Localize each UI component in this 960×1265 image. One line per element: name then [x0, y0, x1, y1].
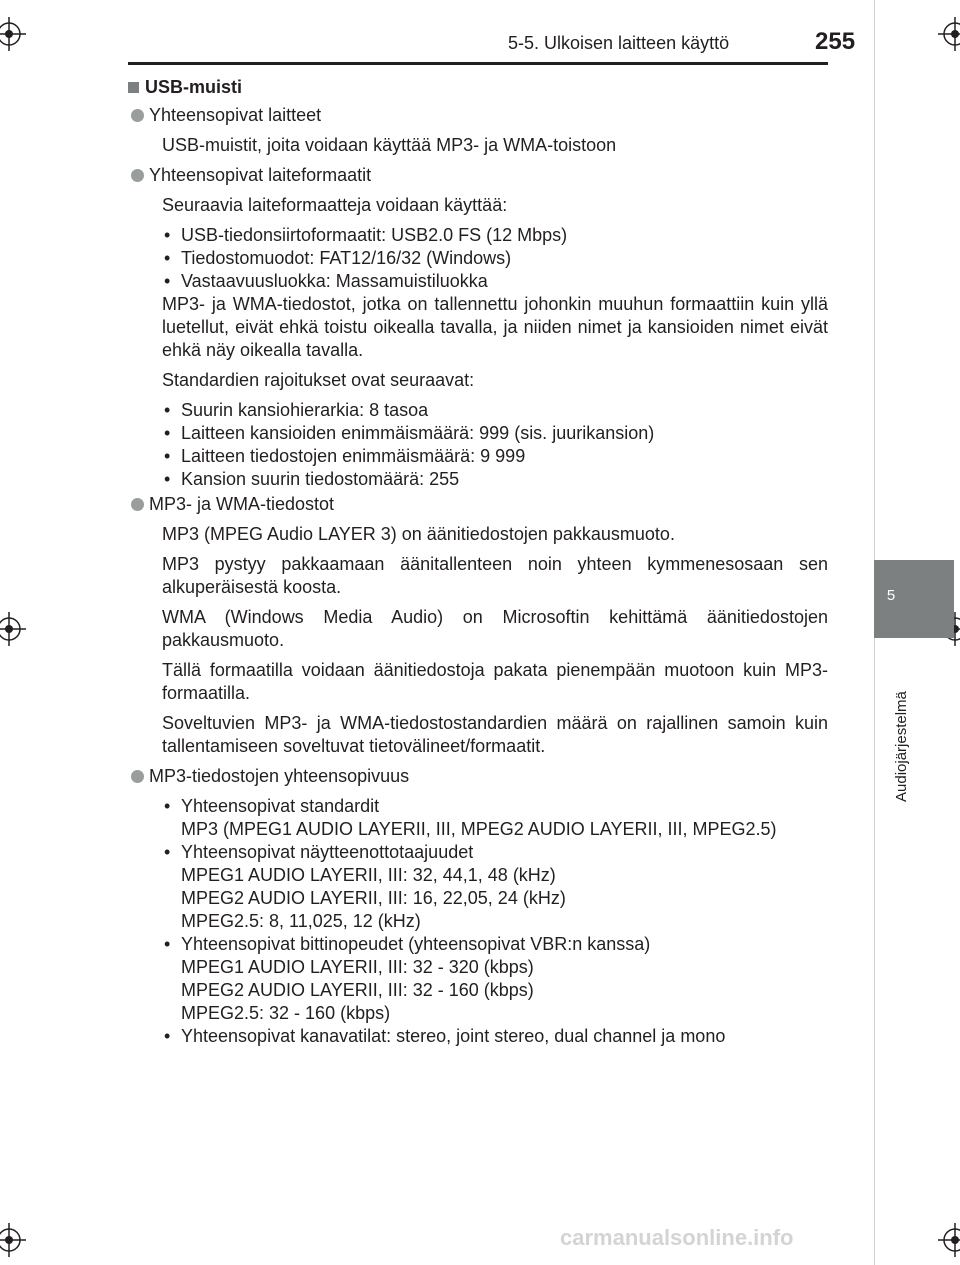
list-item: • Laitteen tiedostojen enimmäismäärä: 9 999	[164, 446, 526, 466]
subheading-mp3-wma-files	[131, 493, 828, 516]
paragraph: MP3 (MPEG Audio LAYER 3) on äänitiedostojen pakkausmuoto.	[162, 524, 675, 544]
circle-bullet-icon	[131, 498, 144, 511]
chapter-label-text: Audiojärjestelmä	[893, 691, 910, 802]
limits-list	[162, 399, 828, 491]
registration-mark-top-left	[0, 17, 26, 51]
format-list	[162, 224, 828, 293]
subheading-compatible-formats	[131, 164, 828, 187]
list-item-text: Suurin kansiohierarkia: 8 tasoa	[181, 400, 429, 420]
list-item-detail: MPEG1 AUDIO LAYERII, III: 32, 44,1, 48 (kHz)	[181, 865, 556, 885]
list-item: • Laitteen kansioiden enimmäismäärä: 999 (sis. juurikansion)	[164, 423, 655, 443]
list-item-text: Yhteensopivat kanavatilat: stereo, joint stereo, dual channel ja mono	[181, 1026, 726, 1046]
paragraph: Tällä formaatilla voidaan äänitiedostoja pakata pienempään muotoon kuin MP3-formaatilla.	[162, 660, 828, 703]
chapter-number: 5	[886, 587, 896, 604]
paragraph: WMA (Windows Media Audio) on Microsoftin kehittämä äänitiedostojen pakkausmuoto.	[162, 607, 828, 650]
section-heading	[128, 76, 828, 99]
watermark: carmanualsonline.info	[560, 1225, 794, 1250]
list-item-text: Vastaavuusluokka: Massamuistiluokka	[181, 271, 488, 291]
circle-bullet-icon	[131, 770, 144, 783]
square-bullet-icon	[128, 82, 139, 93]
paragraph-note: MP3- ja WMA-tiedostot, jotka on tallennettu johonkin muuhun formaattiin kuin yllä luetellut, eivät ehkä toistu oikealla tavalla, ja niiden nimet ja kansioiden nimet eivät ehkä näy oikealla tavalla.	[162, 294, 828, 360]
registration-mark-bottom-right	[938, 1223, 960, 1257]
header-divider	[128, 62, 828, 65]
list-item: • USB-tiedonsiirtoformaatit: USB2.0 FS (12 Mbps)	[164, 225, 568, 245]
list-item-text: Yhteensopivat näytteenottotaajuudet	[181, 842, 474, 862]
list-item: • Yhteensopivat standardit	[164, 796, 380, 816]
section-title: 5-5. Ulkoisen laitteen käyttö	[508, 33, 730, 53]
paragraph: USB-muistit, joita voidaan käyttää MP3- ja WMA-toistoon	[162, 135, 617, 155]
compatibility-list	[162, 795, 828, 1048]
registration-mark-top-right	[938, 17, 960, 51]
list-item: • Yhteensopivat näytteenottotaajuudet	[164, 842, 474, 862]
subheading-text: MP3- ja WMA-tiedostot	[149, 494, 335, 514]
subheading-text: MP3-tiedostojen yhteensopivuus	[149, 766, 410, 786]
list-item: • Yhteensopivat kanavatilat: stereo, joint stereo, dual channel ja mono	[164, 1026, 726, 1046]
subheading-compatible-devices	[131, 104, 828, 127]
list-item-text: Yhteensopivat standardit	[181, 796, 380, 816]
list-item-detail: MPEG2 AUDIO LAYERII, III: 32 - 160 (kbps)	[181, 980, 534, 1000]
list-item-detail: MPEG2 AUDIO LAYERII, III: 16, 22,05, 24 (kHz)	[181, 888, 566, 908]
registration-mark-bottom-left	[0, 1223, 26, 1257]
list-item-text: Kansion suurin tiedostomäärä: 255	[181, 469, 460, 489]
list-item-text: Laitteen kansioiden enimmäismäärä: 999 (sis. juurikansion)	[181, 423, 655, 443]
list-item-text: USB-tiedonsiirtoformaatit: USB2.0 FS (12 Mbps)	[181, 225, 568, 245]
paragraph: Seuraavia laiteformaatteja voidaan käyttää:	[162, 195, 508, 215]
subheading-text: Yhteensopivat laitteet	[149, 105, 322, 125]
chapter-tab	[874, 560, 954, 638]
subheading-mp3-compatibility	[131, 765, 828, 788]
list-item-text: Laitteen tiedostojen enimmäismäärä: 9 999	[181, 446, 526, 466]
list-item: • Suurin kansiohierarkia: 8 tasoa	[164, 400, 429, 420]
section-heading-text: USB-muisti	[145, 77, 243, 97]
paragraph: MP3 pystyy pakkaamaan äänitallenteen noin yhteen kymmenesosaan sen alkuperäisestä koosta.	[162, 554, 828, 597]
list-item: • Kansion suurin tiedostomäärä: 255	[164, 469, 460, 489]
chapter-label	[893, 652, 913, 802]
list-item-text: Yhteensopivat bittinopeudet (yhteensopivat VBR:n kanssa)	[181, 934, 651, 954]
list-item-detail: MP3 (MPEG1 AUDIO LAYERII, III, MPEG2 AUDIO LAYERII, III, MPEG2.5)	[181, 819, 777, 839]
registration-mark-middle-left	[0, 612, 26, 646]
list-item-detail: MPEG1 AUDIO LAYERII, III: 32 - 320 (kbps)	[181, 957, 534, 977]
list-item-detail: MPEG2.5: 8, 11,025, 12 (kHz)	[181, 911, 421, 931]
page-content	[128, 76, 828, 1054]
list-item-detail: MPEG2.5: 32 - 160 (kbps)	[181, 1003, 391, 1023]
page-number: 255	[815, 28, 856, 55]
list-item: • Yhteensopivat bittinopeudet (yhteensopivat VBR:n kanssa)	[164, 934, 651, 954]
list-item: • Tiedostomuodot: FAT12/16/32 (Windows)	[164, 248, 512, 268]
subheading-text: Yhteensopivat laiteformaatit	[149, 165, 372, 185]
paragraph: Soveltuvien MP3- ja WMA-tiedostostandardien määrä on rajallinen samoin kuin tallentamiseen soveltuvat tietovälineet/formaatit.	[162, 713, 828, 756]
circle-bullet-icon	[131, 169, 144, 182]
paragraph: Standardien rajoitukset ovat seuraavat:	[162, 370, 475, 390]
list-item-text: Tiedostomuodot: FAT12/16/32 (Windows)	[181, 248, 512, 268]
list-item: • Vastaavuusluokka: Massamuistiluokka	[164, 271, 488, 291]
circle-bullet-icon	[131, 109, 144, 122]
